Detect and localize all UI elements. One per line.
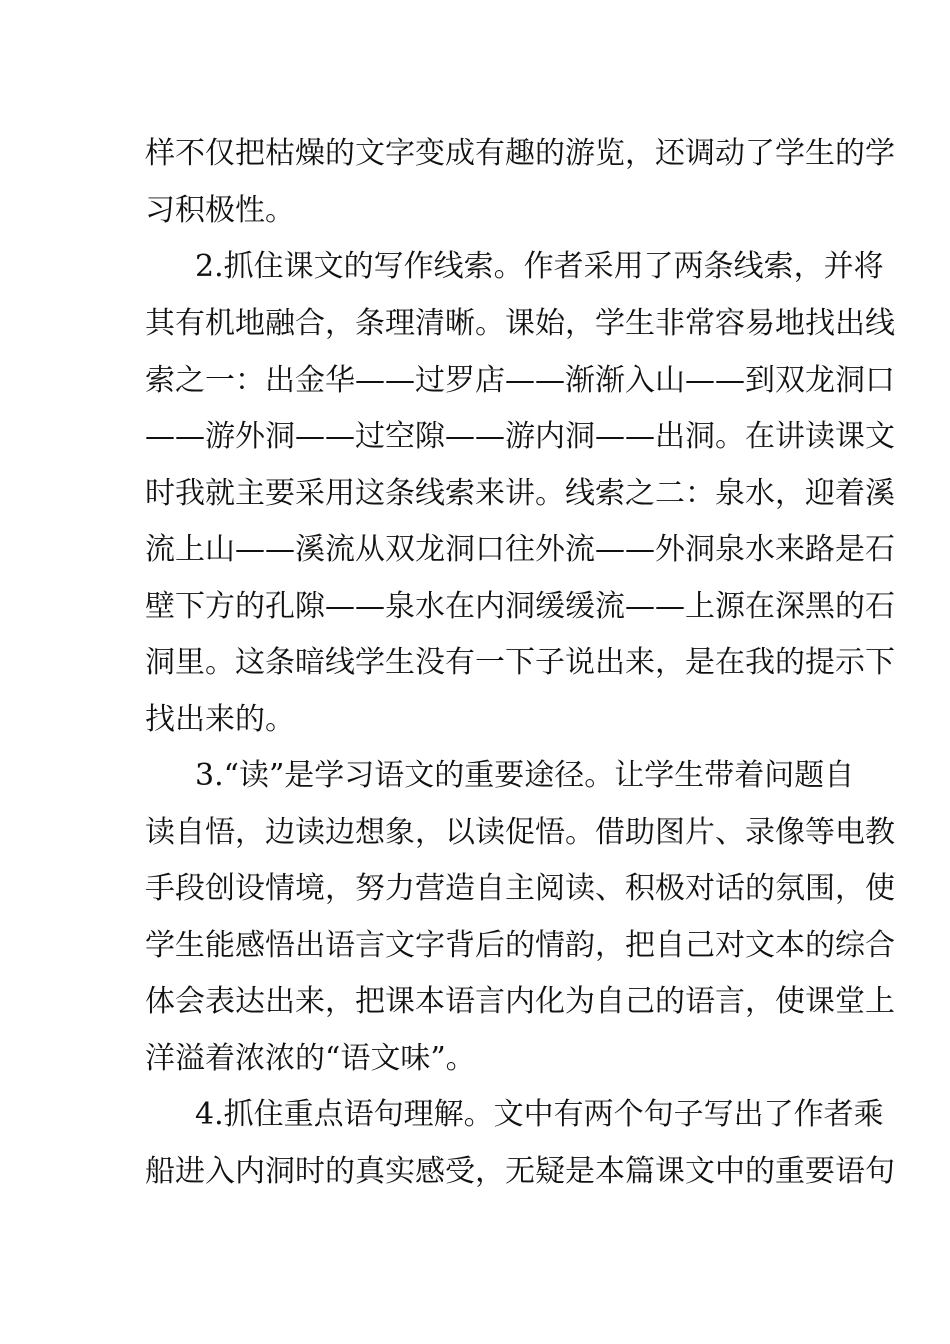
text-line: 洋溢着浓浓的“语文味”。 <box>145 1041 476 1076</box>
text-line: 学生能感悟出语言文字背后的情韵，把自己对文本的综合 <box>145 928 895 963</box>
text-line: 样不仅把枯燥的文字变成有趣的游览，还调动了学生的学 <box>145 136 895 171</box>
text-line: 船进入内洞时的真实感受，无疑是本篇课文中的重要语句 <box>145 1154 895 1189</box>
text-line: 习积极性。 <box>145 193 295 228</box>
text-line: 读自悟，边读边想象，以读促悟。借助图片、录像等电教 <box>145 815 895 850</box>
paragraph-start-line: 3.“读”是学习语文的重要途径。让学生带着问题自 <box>195 758 855 793</box>
text-line: 体会表达出来，把课本语言内化为自己的语言，使课堂上 <box>145 984 895 1019</box>
text-line: 壁下方的孔隙——泉水在内洞缓缓流——上源在深黑的石 <box>145 589 895 624</box>
text-line: 索之一：出金华——过罗店——渐渐入山——到双龙洞口 <box>145 363 895 398</box>
text-line: 时我就主要采用这条线索来讲。线索之二：泉水，迎着溪 <box>145 476 895 511</box>
text-line: 找出来的。 <box>145 702 295 737</box>
paragraph-start-line: 4.抓住重点语句理解。文中有两个句子写出了作者乘 <box>195 1097 884 1132</box>
text-line: ——游外洞——过空隙——游内洞——出洞。在讲读课文 <box>145 419 895 454</box>
text-line: 流上山——溪流从双龙洞口往外流——外洞泉水来路是石 <box>145 532 895 567</box>
text-line: 洞里。这条暗线学生没有一下子说出来，是在我的提示下 <box>145 645 895 680</box>
paragraph-start-line: 2.抓住课文的写作线索。作者采用了两条线索，并将 <box>195 249 884 284</box>
text-line: 其有机地融合，条理清晰。课始，学生非常容易地找出线 <box>145 306 895 341</box>
text-line: 手段创设情境，努力营造自主阅读、积极对话的氛围，使 <box>145 871 895 906</box>
